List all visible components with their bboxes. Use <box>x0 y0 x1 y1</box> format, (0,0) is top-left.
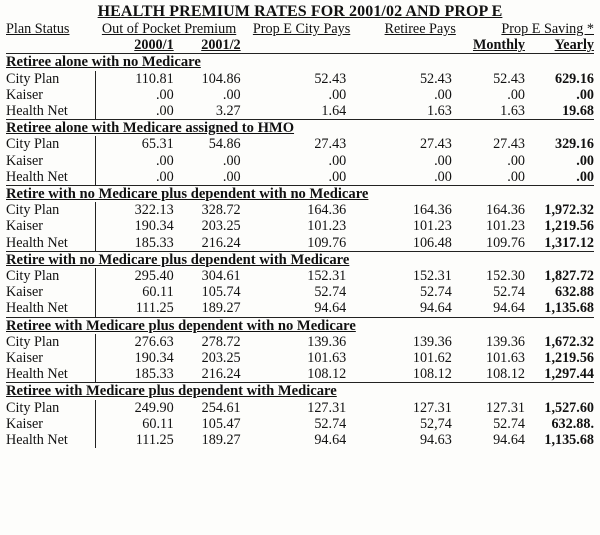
saving-monthly: 52.74 <box>493 415 525 432</box>
retiree-pays: 152.31 <box>412 268 452 285</box>
city-pays: .00 <box>328 152 347 169</box>
premium-2001: 216.24 <box>201 234 241 251</box>
premium-2000: .00 <box>155 103 174 120</box>
retiree-pays: 127.31 <box>412 399 452 416</box>
table-row <box>6 284 594 300</box>
plan-name: City Plan <box>6 400 96 416</box>
table-row <box>6 235 594 252</box>
city-pays: 108.12 <box>307 366 347 383</box>
retiree-pays: 94.63 <box>419 432 452 449</box>
plan-name: Kaiser <box>6 284 96 300</box>
saving-monthly: .00 <box>507 86 525 103</box>
retiree-pays: 101.23 <box>412 218 452 235</box>
table-row <box>6 268 594 284</box>
plan-name: City Plan <box>6 202 96 218</box>
premium-2000: 190.34 <box>134 350 174 367</box>
city-pays: 164.36 <box>307 202 347 219</box>
premium-2000: 295.40 <box>134 268 174 285</box>
plan-name: Kaiser <box>6 350 96 366</box>
header-year-2001: 2001/2 <box>201 37 241 54</box>
saving-yearly: .00 <box>576 168 594 185</box>
section-heading <box>6 251 594 268</box>
premium-2000: 249.90 <box>134 399 174 416</box>
saving-yearly: 1,135.68 <box>544 300 594 317</box>
saving-yearly: 1,972.32 <box>544 202 594 219</box>
section-title: Retiree alone with no Medicare <box>6 54 594 71</box>
table-row <box>6 169 594 186</box>
section-heading <box>6 186 594 203</box>
saving-yearly: 19.68 <box>562 103 594 120</box>
city-pays: 94.64 <box>314 432 347 449</box>
city-pays: 109.76 <box>307 234 347 251</box>
saving-yearly: 1,672.32 <box>544 333 594 350</box>
saving-monthly: 108.12 <box>485 366 525 383</box>
premium-2000: .00 <box>155 86 174 103</box>
saving-yearly: 1,219.56 <box>544 218 594 235</box>
premium-2001: 104.86 <box>201 70 241 87</box>
section-title: Retire with no Medicare plus dependent with Medicare <box>6 251 594 268</box>
table-row <box>6 366 594 383</box>
saving-monthly: 152.30 <box>485 268 525 285</box>
premium-2000: 110.81 <box>135 70 174 87</box>
plan-name: Health Net <box>6 432 96 448</box>
city-pays: 52.74 <box>314 415 347 432</box>
premium-2000: 185.33 <box>134 234 174 251</box>
premium-2000: 185.33 <box>134 366 174 383</box>
saving-yearly: 329.16 <box>554 136 594 153</box>
saving-yearly: 1,527.60 <box>544 399 594 416</box>
retiree-pays: 1.63 <box>427 103 452 120</box>
saving-yearly: 1,135.68 <box>544 432 594 449</box>
page-title: HEALTH PREMIUM RATES FOR 2001/02 AND PROP E <box>97 3 503 20</box>
saving-yearly: 1,297.44 <box>544 366 594 383</box>
saving-yearly: 632.88. <box>551 415 594 432</box>
premium-2000: 60.11 <box>142 415 174 432</box>
plan-name: Kaiser <box>6 153 96 169</box>
premium-2000: 111.25 <box>135 432 174 449</box>
retiree-pays: 101.62 <box>412 350 452 367</box>
plan-name: City Plan <box>6 334 96 350</box>
saving-monthly: 101.63 <box>485 350 525 367</box>
city-pays: .00 <box>328 168 347 185</box>
city-pays: 52.74 <box>314 284 347 301</box>
section-title: Retiree alone with Medicare assigned to HMO <box>6 120 594 137</box>
table-row <box>6 71 594 87</box>
city-pays: 27.43 <box>314 136 347 153</box>
premium-2001: 203.25 <box>201 218 241 235</box>
saving-monthly: 164.36 <box>485 202 525 219</box>
saving-yearly: 629.16 <box>554 70 594 87</box>
plan-name: Kaiser <box>6 218 96 234</box>
premium-2000: .00 <box>155 168 174 185</box>
premium-2001: .00 <box>222 168 241 185</box>
section-title: Retire with no Medicare plus dependent with no Medicare <box>6 186 594 203</box>
premium-2001: 328.72 <box>201 202 241 219</box>
retiree-pays: 52.74 <box>419 284 452 301</box>
section-heading <box>6 383 594 400</box>
saving-monthly: 139.36 <box>485 333 525 350</box>
premium-2001: 304.61 <box>201 268 241 285</box>
saving-yearly: 632.88 <box>554 284 594 301</box>
city-pays: 127.31 <box>307 399 347 416</box>
premium-2000: 65.31 <box>141 136 174 153</box>
plan-name: Health Net <box>6 103 96 120</box>
table-row <box>6 416 594 432</box>
premium-2001: 278.72 <box>201 333 241 350</box>
saving-monthly: .00 <box>507 168 525 185</box>
saving-yearly: 1,317.12 <box>544 234 594 251</box>
retiree-pays: 94.64 <box>419 300 452 317</box>
section-title: Retiree with Medicare plus dependent with no Medicare <box>6 317 594 334</box>
premium-rates-table <box>6 21 594 448</box>
premium-2001: 189.27 <box>201 300 241 317</box>
premium-2001: 216.24 <box>201 366 241 383</box>
table-row <box>6 87 594 103</box>
plan-name: City Plan <box>6 136 96 152</box>
header-retiree-pays: Retiree Pays <box>384 21 456 37</box>
table-row <box>6 350 594 366</box>
premium-2000: 111.25 <box>135 300 174 317</box>
header-monthly: Monthly <box>472 37 525 54</box>
table-row <box>6 432 594 448</box>
saving-yearly: 1,219.56 <box>544 350 594 367</box>
saving-yearly: .00 <box>576 152 594 169</box>
subheader-row <box>6 37 594 54</box>
plan-name: Health Net <box>6 169 96 186</box>
city-pays: 101.63 <box>307 350 347 367</box>
table-row <box>6 103 594 120</box>
premium-2001: 105.74 <box>201 284 241 301</box>
retiree-pays: 106.48 <box>412 234 452 251</box>
plan-name: Kaiser <box>6 416 96 432</box>
table-row <box>6 218 594 234</box>
saving-monthly: 52.74 <box>493 284 525 301</box>
table-row <box>6 136 594 152</box>
plan-name: Health Net <box>6 366 96 383</box>
plan-name: Kaiser <box>6 87 96 103</box>
plan-name: City Plan <box>6 71 96 87</box>
saving-monthly: 52.43 <box>493 70 525 87</box>
city-pays: 94.64 <box>314 300 347 317</box>
premium-2000: .00 <box>155 152 174 169</box>
premium-2001: 105.47 <box>201 415 241 432</box>
premium-2001: 203.25 <box>201 350 241 367</box>
city-pays: 1.64 <box>321 103 347 120</box>
section-heading <box>6 54 594 71</box>
saving-monthly: 27.43 <box>493 136 525 153</box>
premium-2001: .00 <box>222 152 241 169</box>
saving-monthly: 94.64 <box>493 300 525 317</box>
saving-yearly: 1,827.72 <box>544 268 594 285</box>
table-row <box>6 400 594 416</box>
city-pays: 152.31 <box>307 268 347 285</box>
header-row <box>6 21 594 37</box>
saving-monthly: 109.76 <box>485 234 525 251</box>
retiree-pays: 27.43 <box>419 136 452 153</box>
premium-2001: 254.61 <box>201 399 241 416</box>
header-saving: Prop E Saving * <box>501 21 594 37</box>
section-heading <box>6 317 594 334</box>
retiree-pays: .00 <box>434 152 452 169</box>
saving-monthly: .00 <box>507 152 525 169</box>
header-city-pays: Prop E City Pays <box>252 21 351 37</box>
city-pays: .00 <box>328 86 347 103</box>
table-row <box>6 300 594 317</box>
plan-name: Health Net <box>6 300 96 317</box>
header-plan-status: Plan Status <box>6 21 70 37</box>
retiree-pays: 139.36 <box>412 333 452 350</box>
header-out-of-pocket: Out of Pocket Premium <box>101 21 237 37</box>
retiree-pays: .00 <box>434 168 452 185</box>
plan-name: City Plan <box>6 268 96 284</box>
retiree-pays: 52,74 <box>419 415 452 432</box>
premium-2000: 276.63 <box>134 333 174 350</box>
retiree-pays: .00 <box>434 86 452 103</box>
section-title: Retiree with Medicare plus dependent with Medicare <box>6 383 594 400</box>
premium-2001: 54.86 <box>208 136 241 153</box>
header-year-2000: 2000/1 <box>134 37 174 54</box>
table-row <box>6 334 594 350</box>
plan-name: Health Net <box>6 235 96 252</box>
city-pays: 101.23 <box>307 218 347 235</box>
premium-2001: .00 <box>222 86 241 103</box>
premium-2001: 189.27 <box>201 432 241 449</box>
saving-monthly: 101.23 <box>485 218 525 235</box>
saving-monthly: 1.63 <box>500 103 525 120</box>
header-yearly: Yearly <box>554 37 594 54</box>
city-pays: 52.43 <box>314 70 347 87</box>
section-heading <box>6 120 594 137</box>
premium-2000: 322.13 <box>134 202 174 219</box>
premium-2000: 60.11 <box>142 284 174 301</box>
retiree-pays: 164.36 <box>412 202 452 219</box>
premium-2000: 190.34 <box>134 218 174 235</box>
saving-monthly: 94.64 <box>493 432 525 449</box>
retiree-pays: 108.12 <box>412 366 452 383</box>
saving-yearly: .00 <box>576 86 594 103</box>
saving-monthly: 127.31 <box>485 399 525 416</box>
premium-2001: 3.27 <box>215 103 241 120</box>
table-row <box>6 153 594 169</box>
table-row <box>6 202 594 218</box>
retiree-pays: 52.43 <box>419 70 452 87</box>
city-pays: 139.36 <box>307 333 347 350</box>
